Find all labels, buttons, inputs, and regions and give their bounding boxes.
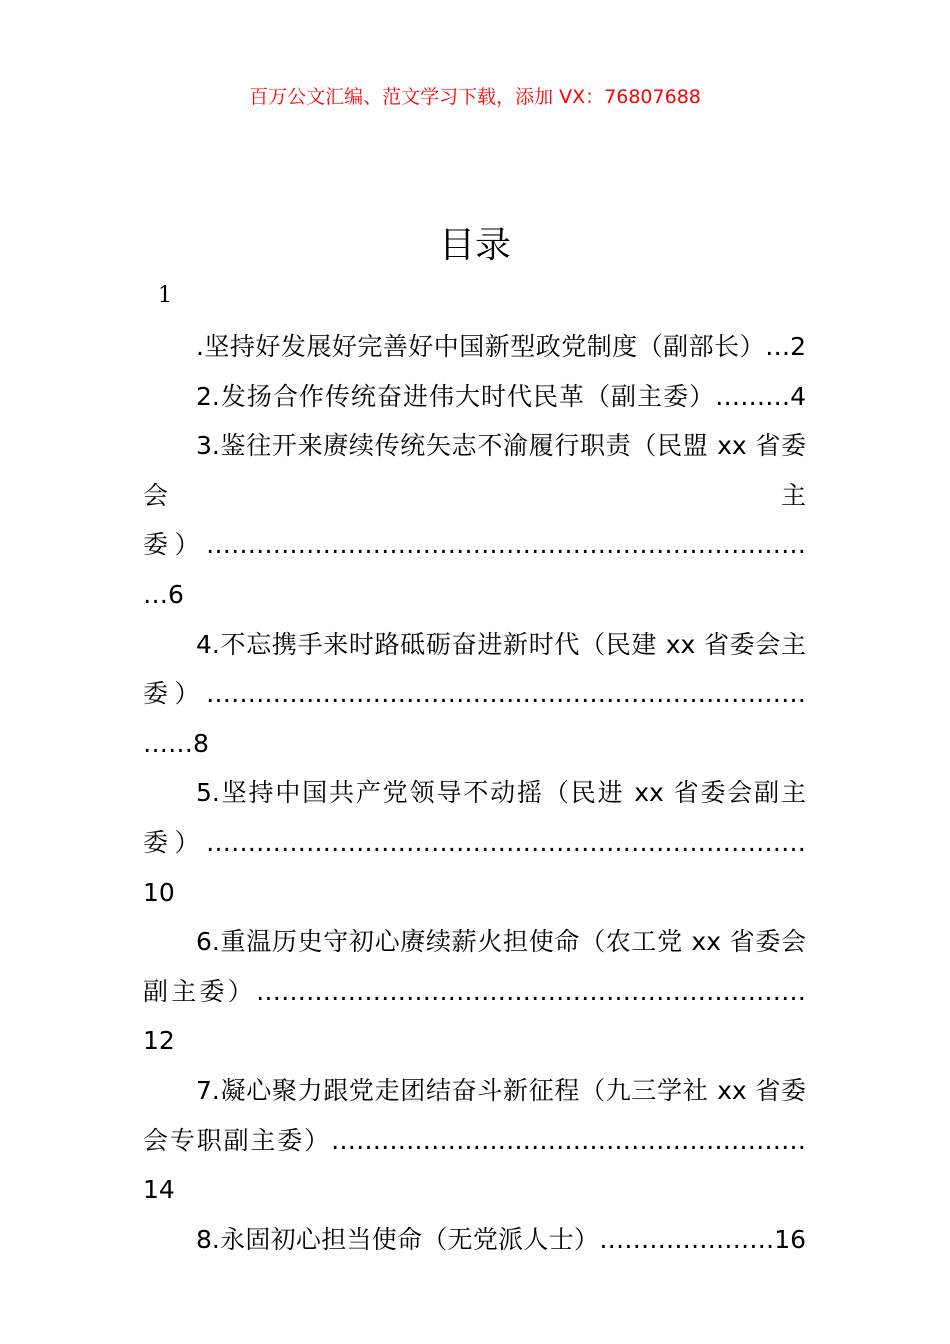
toc-page-number: 8: [193, 728, 209, 758]
toc-entry-text: 6.重温历史守初心赓续薪火担使命（农工党 xx 省委会副主委）: [143, 927, 806, 1006]
toc-leader-dots: …: [765, 332, 791, 361]
toc-page-number: 14: [143, 1175, 175, 1205]
toc-leader-dots: …………………………………………………………: [256, 976, 806, 1006]
banner-text: 百万公文汇编、范文学习下载，添加 VX：76807688: [249, 86, 701, 108]
toc-leader-dots: …………………………………………………………………: [143, 530, 806, 609]
toc-entry-text: .坚持好发展好完善好中国新型政党制度（副部长）: [196, 332, 766, 361]
toc-entry-text: 4.不忘携手来时路砥砺奋进新时代（民建 xx 省委会主委）: [143, 629, 806, 709]
table-of-contents: [143, 322, 806, 1264]
toc-leader-dots: ………………………………………………………………: [206, 827, 806, 857]
toc-entry-text: 8.永固初心担当使命（无党派人士）: [196, 1224, 600, 1254]
toc-page-number: 4: [790, 381, 806, 411]
toc-entry-4[interactable]: [143, 620, 806, 769]
toc-leader-dots: …………………: [599, 1224, 775, 1254]
toc-entry-7[interactable]: [143, 1066, 806, 1215]
toc-entry-3[interactable]: [143, 421, 806, 619]
toc-entry-2[interactable]: [143, 372, 806, 422]
toc-page-number: 6: [168, 579, 184, 609]
toc-entry-6[interactable]: [143, 917, 806, 1066]
toc-entry-8[interactable]: [143, 1215, 806, 1265]
toc-entry-text: 5.坚持中国共产党领导不动摇（民进 xx 省委会副主委）: [143, 778, 806, 857]
toc-page-number: 16: [774, 1224, 806, 1254]
toc-leader-dots: …………………………………………………: [331, 1125, 806, 1155]
page-title: 目录: [438, 225, 511, 266]
toc-leader-dots: ………: [715, 381, 791, 411]
toc-page-number: 12: [143, 1026, 175, 1056]
header-banner: [0, 84, 950, 110]
page-number: 1: [158, 283, 172, 308]
toc-entry-text: 7.凝心聚力跟党走团结奋斗新征程（九三学社 xx 省委会专职副主委）: [143, 1075, 806, 1155]
toc-page-number: 2: [790, 332, 806, 361]
toc-entry-1[interactable]: [143, 322, 806, 372]
toc-leader-dots: ……………………………………………………………………: [143, 679, 806, 758]
toc-entry-text: 2.发扬合作传统奋进伟大时代民革（副主委）: [196, 381, 716, 411]
toc-entry-text: 3.鉴往开来赓续传统矢志不渝履行职责（民盟 xx 省委会主委）: [143, 431, 806, 560]
toc-entry-5[interactable]: [143, 768, 806, 917]
toc-page-number: 10: [143, 877, 175, 907]
